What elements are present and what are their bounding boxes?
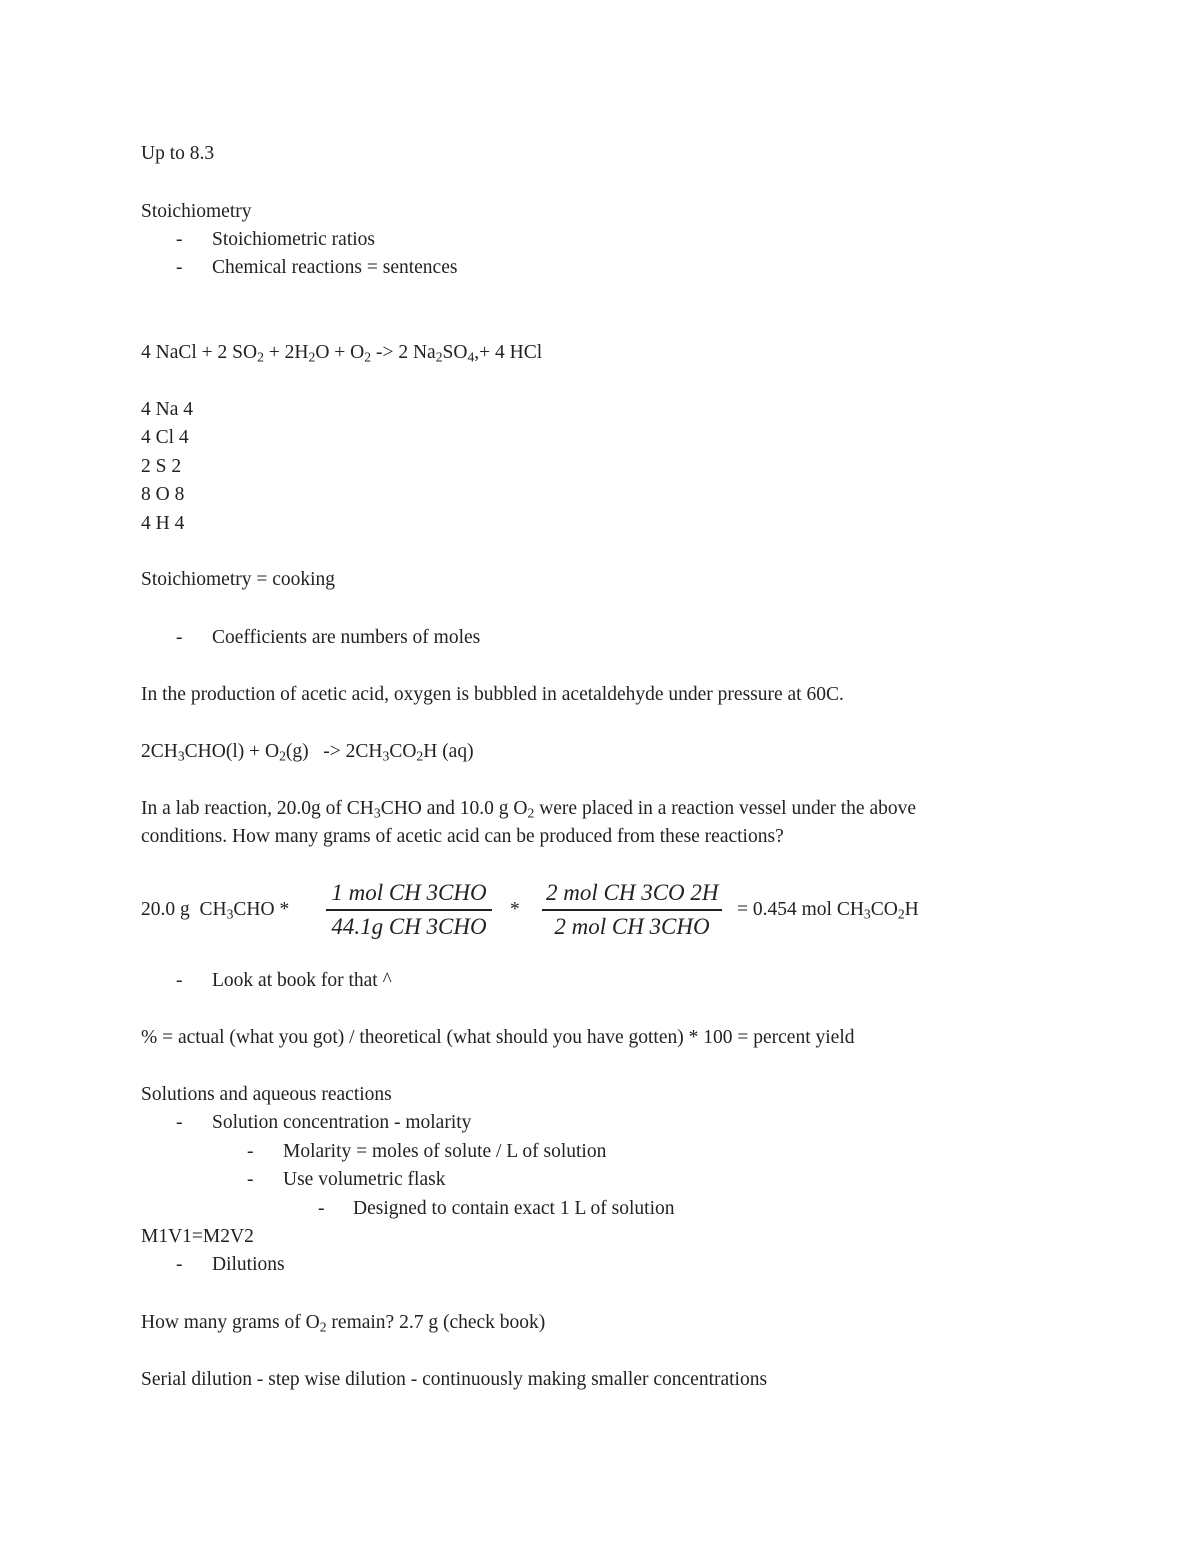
bullet-volumetric-flask: Use volumetric flask [283,1169,446,1190]
fraction-denominator: 44.1g CH 3CHO [331,913,487,939]
bullet-dash: - [176,257,183,278]
bullet-dash: - [176,627,183,648]
atom-count-cl: 4 Cl 4 [141,427,189,448]
percent-yield-formula: % = actual (what you got) / theoretical (what should you have gotten) * 100 = percent yield [141,1027,855,1048]
stoichiometry-cooking: Stoichiometry = cooking [141,569,336,590]
atom-count-s: 2 S 2 [141,456,182,477]
remaining-oxygen-question: How many grams of $O_2$ remain? 2.7 g (check book) [141,1312,546,1335]
bullet-molarity-definition: Molarity = moles of solute / L of solution [283,1141,607,1162]
acetic-acid-intro: In the production of acetic acid, oxygen is bubbled in acetaldehyde under pressure at 60C. [141,684,844,705]
problem-line-1: In a lab reaction, 20.0g of $CH_3CHO$ and 10.0 g $O_2$ were placed in a reaction vessel under the above [141,798,917,821]
bullet-chemical-reactions: Chemical reactions = sentences [212,257,458,278]
bullet-designed-to-contain: Designed to contain exact 1 L of solution [353,1198,675,1219]
bullet-dash: - [176,1254,183,1275]
calc-lhs: 20.0 g $CH_3CHO$ * [141,899,290,922]
bullet-dash: - [176,970,183,991]
atom-count-o: 8 O 8 [141,484,185,505]
bullet-dilutions: Dilutions [212,1254,285,1275]
problem-line-2: conditions. How many grams of acetic acid can be produced from these reactions? [141,826,784,847]
fraction-denominator: 2 mol CH 3CHO [554,913,710,939]
bullet-solution-concentration: Solution concentration - molarity [212,1112,472,1133]
dilution-formula: M1V1=M2V2 [141,1226,254,1247]
heading-stoichiometry: Stoichiometry [141,201,252,222]
bullet-dash: - [247,1141,254,1162]
heading-up-to: Up to 8.3 [141,143,215,164]
fraction-molar-mass [326,879,492,941]
calc-times: * [510,899,520,920]
atom-count-na: 4 Na 4 [141,399,193,420]
bullet-dash: - [318,1198,325,1219]
heading-solutions: Solutions and aqueous reactions [141,1084,392,1105]
acetic-acid-equation: $2CH_3CHO(l) + O_2(g) -> 2CH_3CO_2H$ (aq) [141,741,474,764]
bullet-look-at-book: Look at book for that ^ [212,970,392,991]
bullet-stoichiometric-ratios: Stoichiometric ratios [212,229,376,250]
atom-count-h: 4 H 4 [141,513,185,534]
balanced-equation: 4 NaCl + 2 $SO_2 + 2H_2O + O_2 -> 2$ $Na_2SO_4,+ 4$ HCl [141,342,543,365]
calc-result: = 0.454 mol $CH_3CO_2H$ [737,899,919,922]
fraction-mole-ratio [542,879,722,941]
bullet-dash: - [176,1112,183,1133]
bullet-coefficients: Coefficients are numbers of moles [212,627,481,648]
bullet-dash: - [176,229,183,250]
fraction-numerator: 2 mol CH 3CO 2H [546,880,719,905]
serial-dilution-note: Serial dilution - step wise dilution - continuously making smaller concentrations [141,1369,768,1390]
fraction-numerator: 1 mol CH 3CHO [331,880,487,905]
bullet-dash: - [247,1169,254,1190]
